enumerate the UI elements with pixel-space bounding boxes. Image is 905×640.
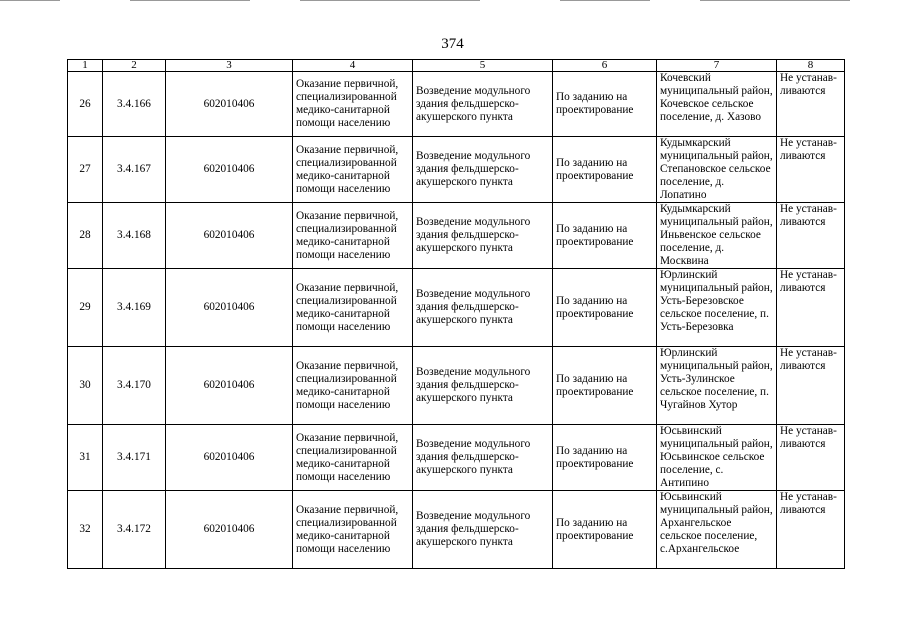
location-cell: Кудымкарский муниципальный район, Степановское сельское поселение, д. Лопатино (657, 137, 777, 203)
location-cell: Кочевский муниципальный район, Кочевское сельское поселение, д. Хазово (657, 72, 777, 137)
stage-cell: По заданию на проектирование (553, 203, 657, 269)
table-row (68, 491, 845, 569)
column-header: 5 (413, 60, 553, 72)
classifier-code-cell: 602010406 (166, 203, 293, 269)
object-code-cell: 3.4.169 (103, 269, 166, 347)
location-cell: Юсьвинский муниципальный район, Архангельское сельское поселение, с.Архангельское (657, 491, 777, 569)
row-number-cell: 32 (68, 491, 103, 569)
row-number-cell: 31 (68, 425, 103, 491)
column-header: 4 (293, 60, 413, 72)
row-number-cell: 27 (68, 137, 103, 203)
parameters-cell: Не устанав-ливаются (777, 491, 845, 569)
classifier-code-cell: 602010406 (166, 72, 293, 137)
stage-cell: По заданию на проектирование (553, 137, 657, 203)
column-number-row (68, 60, 845, 72)
parameters-cell: Не устанав-ливаются (777, 347, 845, 425)
scan-top-edge (0, 0, 905, 1)
parameters-cell: Не устанав-ливаются (777, 137, 845, 203)
table-row (68, 347, 845, 425)
row-number-cell: 28 (68, 203, 103, 269)
object-code-cell: 3.4.166 (103, 72, 166, 137)
parameters-cell: Не устанав-ливаются (777, 425, 845, 491)
object-code-cell: 3.4.172 (103, 491, 166, 569)
object-code-cell: 3.4.171 (103, 425, 166, 491)
stage-cell: По заданию на проектирование (553, 347, 657, 425)
column-header: 1 (68, 60, 103, 72)
service-type-cell: Оказание первичной, специализированной медико-санитарной помощи населению (293, 137, 413, 203)
table-row (68, 269, 845, 347)
activity-cell: Возведение модульного здания фельдшерско-акушерского пункта (413, 137, 553, 203)
row-number-cell: 26 (68, 72, 103, 137)
classifier-code-cell: 602010406 (166, 425, 293, 491)
activity-cell: Возведение модульного здания фельдшерско-акушерского пункта (413, 269, 553, 347)
column-header: 8 (777, 60, 845, 72)
table-row (68, 203, 845, 269)
stage-cell: По заданию на проектирование (553, 491, 657, 569)
activity-cell: Возведение модульного здания фельдшерско-акушерского пункта (413, 347, 553, 425)
stage-cell: По заданию на проектирование (553, 269, 657, 347)
table-row (68, 72, 845, 137)
objects-table (67, 59, 845, 569)
location-cell: Кудымкарский муниципальный район, Иньвенское сельское поселение, д. Москвина (657, 203, 777, 269)
parameters-cell: Не устанав-ливаются (777, 269, 845, 347)
service-type-cell: Оказание первичной, специализированной медико-санитарной помощи населению (293, 491, 413, 569)
activity-cell: Возведение модульного здания фельдшерско-акушерского пункта (413, 491, 553, 569)
classifier-code-cell: 602010406 (166, 347, 293, 425)
activity-cell: Возведение модульного здания фельдшерско-акушерского пункта (413, 203, 553, 269)
service-type-cell: Оказание первичной, специализированной медико-санитарной помощи населению (293, 203, 413, 269)
service-type-cell: Оказание первичной, специализированной медико-санитарной помощи населению (293, 72, 413, 137)
service-type-cell: Оказание первичной, специализированной медико-санитарной помощи населению (293, 347, 413, 425)
table-row (68, 425, 845, 491)
service-type-cell: Оказание первичной, специализированной медико-санитарной помощи населению (293, 425, 413, 491)
classifier-code-cell: 602010406 (166, 491, 293, 569)
object-code-cell: 3.4.170 (103, 347, 166, 425)
column-header: 3 (166, 60, 293, 72)
row-number-cell: 30 (68, 347, 103, 425)
object-code-cell: 3.4.167 (103, 137, 166, 203)
activity-cell: Возведение модульного здания фельдшерско-акушерского пункта (413, 72, 553, 137)
row-number-cell: 29 (68, 269, 103, 347)
table-row (68, 137, 845, 203)
classifier-code-cell: 602010406 (166, 137, 293, 203)
page-number: 374 (441, 36, 464, 52)
column-header: 6 (553, 60, 657, 72)
classifier-code-cell: 602010406 (166, 269, 293, 347)
parameters-cell: Не устанав-ливаются (777, 203, 845, 269)
activity-cell: Возведение модульного здания фельдшерско-акушерского пункта (413, 425, 553, 491)
parameters-cell: Не устанав-ливаются (777, 72, 845, 137)
column-header: 2 (103, 60, 166, 72)
stage-cell: По заданию на проектирование (553, 425, 657, 491)
stage-cell: По заданию на проектирование (553, 72, 657, 137)
service-type-cell: Оказание первичной, специализированной медико-санитарной помощи населению (293, 269, 413, 347)
object-code-cell: 3.4.168 (103, 203, 166, 269)
location-cell: Юрлинский муниципальный район, Усть-Березовское сельское поселение, п. Усть-Березовка (657, 269, 777, 347)
column-header: 7 (657, 60, 777, 72)
location-cell: Юрлинский муниципальный район, Усть-Зулинское сельское поселение, п. Чугайнов Хутор (657, 347, 777, 425)
location-cell: Юсьвинский муниципальный район, Юсьвинское сельское поселение, с. Антипино (657, 425, 777, 491)
